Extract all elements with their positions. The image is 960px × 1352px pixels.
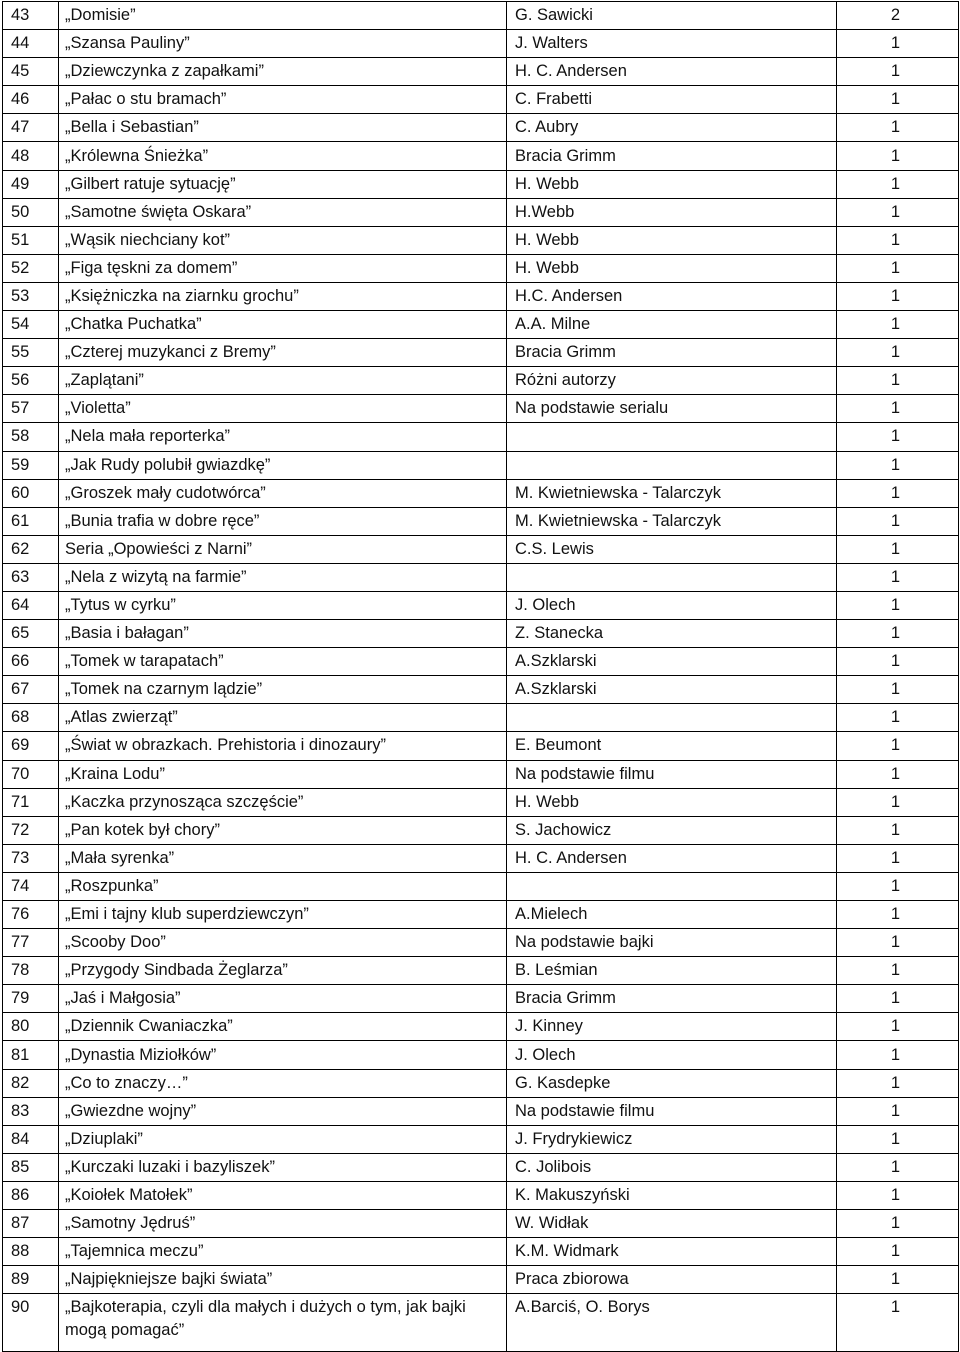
row-number-cell: 67 <box>3 676 59 704</box>
book-title-cell: „Roszpunka” <box>59 872 507 900</box>
copies-count-cell: 1 <box>837 563 959 591</box>
row-number-cell: 89 <box>3 1266 59 1294</box>
row-number-cell: 90 <box>3 1294 59 1352</box>
author-cell: H.C. Andersen <box>507 282 837 310</box>
author-cell: H. Webb <box>507 170 837 198</box>
row-number-cell: 83 <box>3 1097 59 1125</box>
author-cell: C. Aubry <box>507 114 837 142</box>
row-number-cell: 72 <box>3 816 59 844</box>
table-row <box>3 732 959 760</box>
table-row <box>3 1125 959 1153</box>
copies-count-cell: 1 <box>837 58 959 86</box>
book-title-cell: „Tytus w cyrku” <box>59 591 507 619</box>
table-row <box>3 957 959 985</box>
table-row <box>3 760 959 788</box>
book-title-cell: „Chatka Puchatka” <box>59 311 507 339</box>
table-row <box>3 2 959 30</box>
row-number-cell: 88 <box>3 1238 59 1266</box>
row-number-cell: 51 <box>3 226 59 254</box>
row-number-cell: 45 <box>3 58 59 86</box>
copies-count-cell: 1 <box>837 1153 959 1181</box>
book-title-cell: „Tajemnica meczu” <box>59 1238 507 1266</box>
table-row <box>3 367 959 395</box>
table-row <box>3 1266 959 1294</box>
table-row <box>3 985 959 1013</box>
table-row <box>3 620 959 648</box>
table-row <box>3 872 959 900</box>
table-row <box>3 844 959 872</box>
copies-count-cell: 1 <box>837 395 959 423</box>
row-number-cell: 66 <box>3 648 59 676</box>
author-cell: Z. Stanecka <box>507 620 837 648</box>
copies-count-cell: 1 <box>837 704 959 732</box>
row-number-cell: 62 <box>3 535 59 563</box>
copies-count-cell: 1 <box>837 311 959 339</box>
copies-count-cell: 1 <box>837 676 959 704</box>
row-number-cell: 68 <box>3 704 59 732</box>
book-title-cell: „Królewna Śnieżka” <box>59 142 507 170</box>
table-row <box>3 30 959 58</box>
table-row <box>3 311 959 339</box>
book-title-cell: „Samotne święta Oskara” <box>59 198 507 226</box>
author-cell: E. Beumont <box>507 732 837 760</box>
row-number-cell: 79 <box>3 985 59 1013</box>
row-number-cell: 59 <box>3 451 59 479</box>
author-cell <box>507 872 837 900</box>
author-cell: G. Kasdepke <box>507 1069 837 1097</box>
table-row <box>3 1041 959 1069</box>
book-title-cell: „Pałac o stu bramach” <box>59 86 507 114</box>
author-cell <box>507 704 837 732</box>
author-cell: Bracia Grimm <box>507 339 837 367</box>
book-title-cell: „Świat w obrazkach. Prehistoria i dinozaury” <box>59 732 507 760</box>
book-title-cell: „Violetta” <box>59 395 507 423</box>
book-title-cell: „Wąsik niechciany kot” <box>59 226 507 254</box>
table-row <box>3 114 959 142</box>
table-row <box>3 1294 959 1352</box>
table-row <box>3 226 959 254</box>
book-title-cell: „Gilbert ratuje sytuację” <box>59 170 507 198</box>
book-title-cell: „Jaś i Małgosia” <box>59 985 507 1013</box>
book-title-cell: „Bajkoterapia, czyli dla małych i dużych o tym, jak bajki mogą pomagać” <box>59 1294 507 1352</box>
copies-count-cell: 1 <box>837 591 959 619</box>
author-cell: W. Widłak <box>507 1210 837 1238</box>
table-row <box>3 198 959 226</box>
book-title-cell: „Atlas zwierząt” <box>59 704 507 732</box>
author-cell <box>507 563 837 591</box>
author-cell: H. Webb <box>507 254 837 282</box>
copies-count-cell: 1 <box>837 872 959 900</box>
table-row <box>3 535 959 563</box>
author-cell: A.Szklarski <box>507 676 837 704</box>
book-title-cell: „Bunia trafia w dobre ręce” <box>59 507 507 535</box>
author-cell: M. Kwietniewska - Talarczyk <box>507 479 837 507</box>
copies-count-cell: 1 <box>837 198 959 226</box>
copies-count-cell: 1 <box>837 30 959 58</box>
row-number-cell: 85 <box>3 1153 59 1181</box>
author-cell: H. Webb <box>507 788 837 816</box>
copies-count-cell: 1 <box>837 1097 959 1125</box>
row-number-cell: 52 <box>3 254 59 282</box>
copies-count-cell: 1 <box>837 1238 959 1266</box>
author-cell: S. Jachowicz <box>507 816 837 844</box>
table-row <box>3 451 959 479</box>
row-number-cell: 48 <box>3 142 59 170</box>
book-title-cell: „Dziuplaki” <box>59 1125 507 1153</box>
table-row <box>3 1181 959 1209</box>
book-title-cell: „Dziennik Cwaniaczka” <box>59 1013 507 1041</box>
copies-count-cell: 1 <box>837 648 959 676</box>
book-title-cell: „Mała syrenka” <box>59 844 507 872</box>
author-cell: H. C. Andersen <box>507 58 837 86</box>
row-number-cell: 47 <box>3 114 59 142</box>
table-row <box>3 254 959 282</box>
row-number-cell: 74 <box>3 872 59 900</box>
copies-count-cell: 1 <box>837 226 959 254</box>
copies-count-cell: 1 <box>837 170 959 198</box>
author-cell: H. Webb <box>507 226 837 254</box>
author-cell: H.Webb <box>507 198 837 226</box>
author-cell: H. C. Andersen <box>507 844 837 872</box>
copies-count-cell: 1 <box>837 1013 959 1041</box>
book-title-cell: „Dziewczynka z zapałkami” <box>59 58 507 86</box>
copies-count-cell: 1 <box>837 339 959 367</box>
book-title-cell: „Przygody Sindbada Żeglarza” <box>59 957 507 985</box>
table-row <box>3 1097 959 1125</box>
copies-count-cell: 1 <box>837 732 959 760</box>
row-number-cell: 71 <box>3 788 59 816</box>
table-row <box>3 591 959 619</box>
book-title-cell: „Bella i Sebastian” <box>59 114 507 142</box>
author-cell: Na podstawie filmu <box>507 760 837 788</box>
author-cell: Bracia Grimm <box>507 985 837 1013</box>
copies-count-cell: 1 <box>837 367 959 395</box>
book-title-cell: „Tomek na czarnym lądzie” <box>59 676 507 704</box>
row-number-cell: 77 <box>3 929 59 957</box>
table-row <box>3 1238 959 1266</box>
author-cell: M. Kwietniewska - Talarczyk <box>507 507 837 535</box>
book-title-cell: „Samotny Jędruś” <box>59 1210 507 1238</box>
row-number-cell: 87 <box>3 1210 59 1238</box>
table-row <box>3 1210 959 1238</box>
row-number-cell: 84 <box>3 1125 59 1153</box>
author-cell: C. Jolibois <box>507 1153 837 1181</box>
book-title-cell: „Pan kotek był chory” <box>59 816 507 844</box>
author-cell <box>507 423 837 451</box>
row-number-cell: 46 <box>3 86 59 114</box>
copies-count-cell: 1 <box>837 86 959 114</box>
copies-count-cell: 1 <box>837 1041 959 1069</box>
book-title-cell: „Kaczka przynosząca szczęście” <box>59 788 507 816</box>
row-number-cell: 82 <box>3 1069 59 1097</box>
book-title-cell: „Scooby Doo” <box>59 929 507 957</box>
row-number-cell: 57 <box>3 395 59 423</box>
row-number-cell: 58 <box>3 423 59 451</box>
row-number-cell: 78 <box>3 957 59 985</box>
table-row <box>3 929 959 957</box>
book-title-cell: „Emi i tajny klub superdziewczyn” <box>59 901 507 929</box>
row-number-cell: 55 <box>3 339 59 367</box>
author-cell: J. Walters <box>507 30 837 58</box>
row-number-cell: 61 <box>3 507 59 535</box>
book-title-cell: „Kraina Lodu” <box>59 760 507 788</box>
table-row <box>3 704 959 732</box>
table-row <box>3 1013 959 1041</box>
author-cell: J. Olech <box>507 591 837 619</box>
book-title-cell: „Dynastia Miziołków” <box>59 1041 507 1069</box>
table-row <box>3 563 959 591</box>
row-number-cell: 49 <box>3 170 59 198</box>
table-body <box>3 2 959 1352</box>
book-title-cell: „Czterej muzykanci z Bremy” <box>59 339 507 367</box>
copies-count-cell: 2 <box>837 2 959 30</box>
author-cell: Różni autorzy <box>507 367 837 395</box>
book-title-cell: „Domisie” <box>59 2 507 30</box>
copies-count-cell: 1 <box>837 620 959 648</box>
table-row <box>3 676 959 704</box>
table-row <box>3 901 959 929</box>
row-number-cell: 60 <box>3 479 59 507</box>
book-title-cell: Seria „Opowieści z Narni” <box>59 535 507 563</box>
copies-count-cell: 1 <box>837 957 959 985</box>
copies-count-cell: 1 <box>837 479 959 507</box>
row-number-cell: 69 <box>3 732 59 760</box>
copies-count-cell: 1 <box>837 985 959 1013</box>
table-row <box>3 395 959 423</box>
row-number-cell: 73 <box>3 844 59 872</box>
copies-count-cell: 1 <box>837 114 959 142</box>
author-cell: K.M. Widmark <box>507 1238 837 1266</box>
table-row <box>3 1153 959 1181</box>
copies-count-cell: 1 <box>837 282 959 310</box>
copies-count-cell: 1 <box>837 451 959 479</box>
table-row <box>3 648 959 676</box>
book-title-cell: „Najpiękniejsze bajki świata” <box>59 1266 507 1294</box>
book-title-cell: „Koiołek Matołek” <box>59 1181 507 1209</box>
author-cell: Bracia Grimm <box>507 142 837 170</box>
row-number-cell: 81 <box>3 1041 59 1069</box>
author-cell: Praca zbiorowa <box>507 1266 837 1294</box>
table-row <box>3 282 959 310</box>
row-number-cell: 76 <box>3 901 59 929</box>
copies-count-cell: 1 <box>837 1210 959 1238</box>
table-row <box>3 816 959 844</box>
copies-count-cell: 1 <box>837 1294 959 1352</box>
book-table <box>2 1 959 1352</box>
copies-count-cell: 1 <box>837 816 959 844</box>
author-cell: C. Frabetti <box>507 86 837 114</box>
copies-count-cell: 1 <box>837 760 959 788</box>
row-number-cell: 56 <box>3 367 59 395</box>
book-title-cell: „Groszek mały cudotwórca” <box>59 479 507 507</box>
table-row <box>3 507 959 535</box>
book-title-cell: „Figa tęskni za domem” <box>59 254 507 282</box>
author-cell: A.Mielech <box>507 901 837 929</box>
copies-count-cell: 1 <box>837 844 959 872</box>
table-row <box>3 58 959 86</box>
copies-count-cell: 1 <box>837 788 959 816</box>
book-title-cell: „Tomek w tarapatach” <box>59 648 507 676</box>
author-cell: A.Szklarski <box>507 648 837 676</box>
author-cell <box>507 451 837 479</box>
table-row <box>3 479 959 507</box>
book-title-cell: „Gwiezdne wojny” <box>59 1097 507 1125</box>
copies-count-cell: 1 <box>837 1069 959 1097</box>
book-title-cell: „Księżniczka na ziarnku grochu” <box>59 282 507 310</box>
copies-count-cell: 1 <box>837 929 959 957</box>
copies-count-cell: 1 <box>837 423 959 451</box>
copies-count-cell: 1 <box>837 1266 959 1294</box>
copies-count-cell: 1 <box>837 142 959 170</box>
author-cell: A.Barciś, O. Borys <box>507 1294 837 1352</box>
row-number-cell: 44 <box>3 30 59 58</box>
author-cell: J. Frydrykiewicz <box>507 1125 837 1153</box>
copies-count-cell: 1 <box>837 507 959 535</box>
book-title-cell: „Szansa Pauliny” <box>59 30 507 58</box>
row-number-cell: 64 <box>3 591 59 619</box>
author-cell: Na podstawie bajki <box>507 929 837 957</box>
author-cell: Na podstawie filmu <box>507 1097 837 1125</box>
author-cell: J. Kinney <box>507 1013 837 1041</box>
copies-count-cell: 1 <box>837 901 959 929</box>
row-number-cell: 54 <box>3 311 59 339</box>
table-row <box>3 142 959 170</box>
copies-count-cell: 1 <box>837 1181 959 1209</box>
book-title-cell: „Nela z wizytą na farmie” <box>59 563 507 591</box>
author-cell: J. Olech <box>507 1041 837 1069</box>
row-number-cell: 63 <box>3 563 59 591</box>
author-cell: G. Sawicki <box>507 2 837 30</box>
row-number-cell: 86 <box>3 1181 59 1209</box>
table-row <box>3 339 959 367</box>
book-title-cell: „Zaplątani” <box>59 367 507 395</box>
author-cell: A.A. Milne <box>507 311 837 339</box>
table-row <box>3 423 959 451</box>
copies-count-cell: 1 <box>837 254 959 282</box>
book-title-cell: „Co to znaczy…” <box>59 1069 507 1097</box>
table-row <box>3 170 959 198</box>
book-title-cell: „Kurczaki luzaki i bazyliszek” <box>59 1153 507 1181</box>
book-title-cell: „Nela mała reporterka” <box>59 423 507 451</box>
row-number-cell: 53 <box>3 282 59 310</box>
row-number-cell: 50 <box>3 198 59 226</box>
row-number-cell: 70 <box>3 760 59 788</box>
author-cell: C.S. Lewis <box>507 535 837 563</box>
row-number-cell: 65 <box>3 620 59 648</box>
copies-count-cell: 1 <box>837 1125 959 1153</box>
table-row <box>3 788 959 816</box>
book-title-cell: „Jak Rudy polubił gwiazdkę” <box>59 451 507 479</box>
book-title-cell: „Basia i bałagan” <box>59 620 507 648</box>
author-cell: Na podstawie serialu <box>507 395 837 423</box>
table-row <box>3 86 959 114</box>
author-cell: K. Makuszyński <box>507 1181 837 1209</box>
copies-count-cell: 1 <box>837 535 959 563</box>
row-number-cell: 80 <box>3 1013 59 1041</box>
author-cell: B. Leśmian <box>507 957 837 985</box>
row-number-cell: 43 <box>3 2 59 30</box>
table-row <box>3 1069 959 1097</box>
